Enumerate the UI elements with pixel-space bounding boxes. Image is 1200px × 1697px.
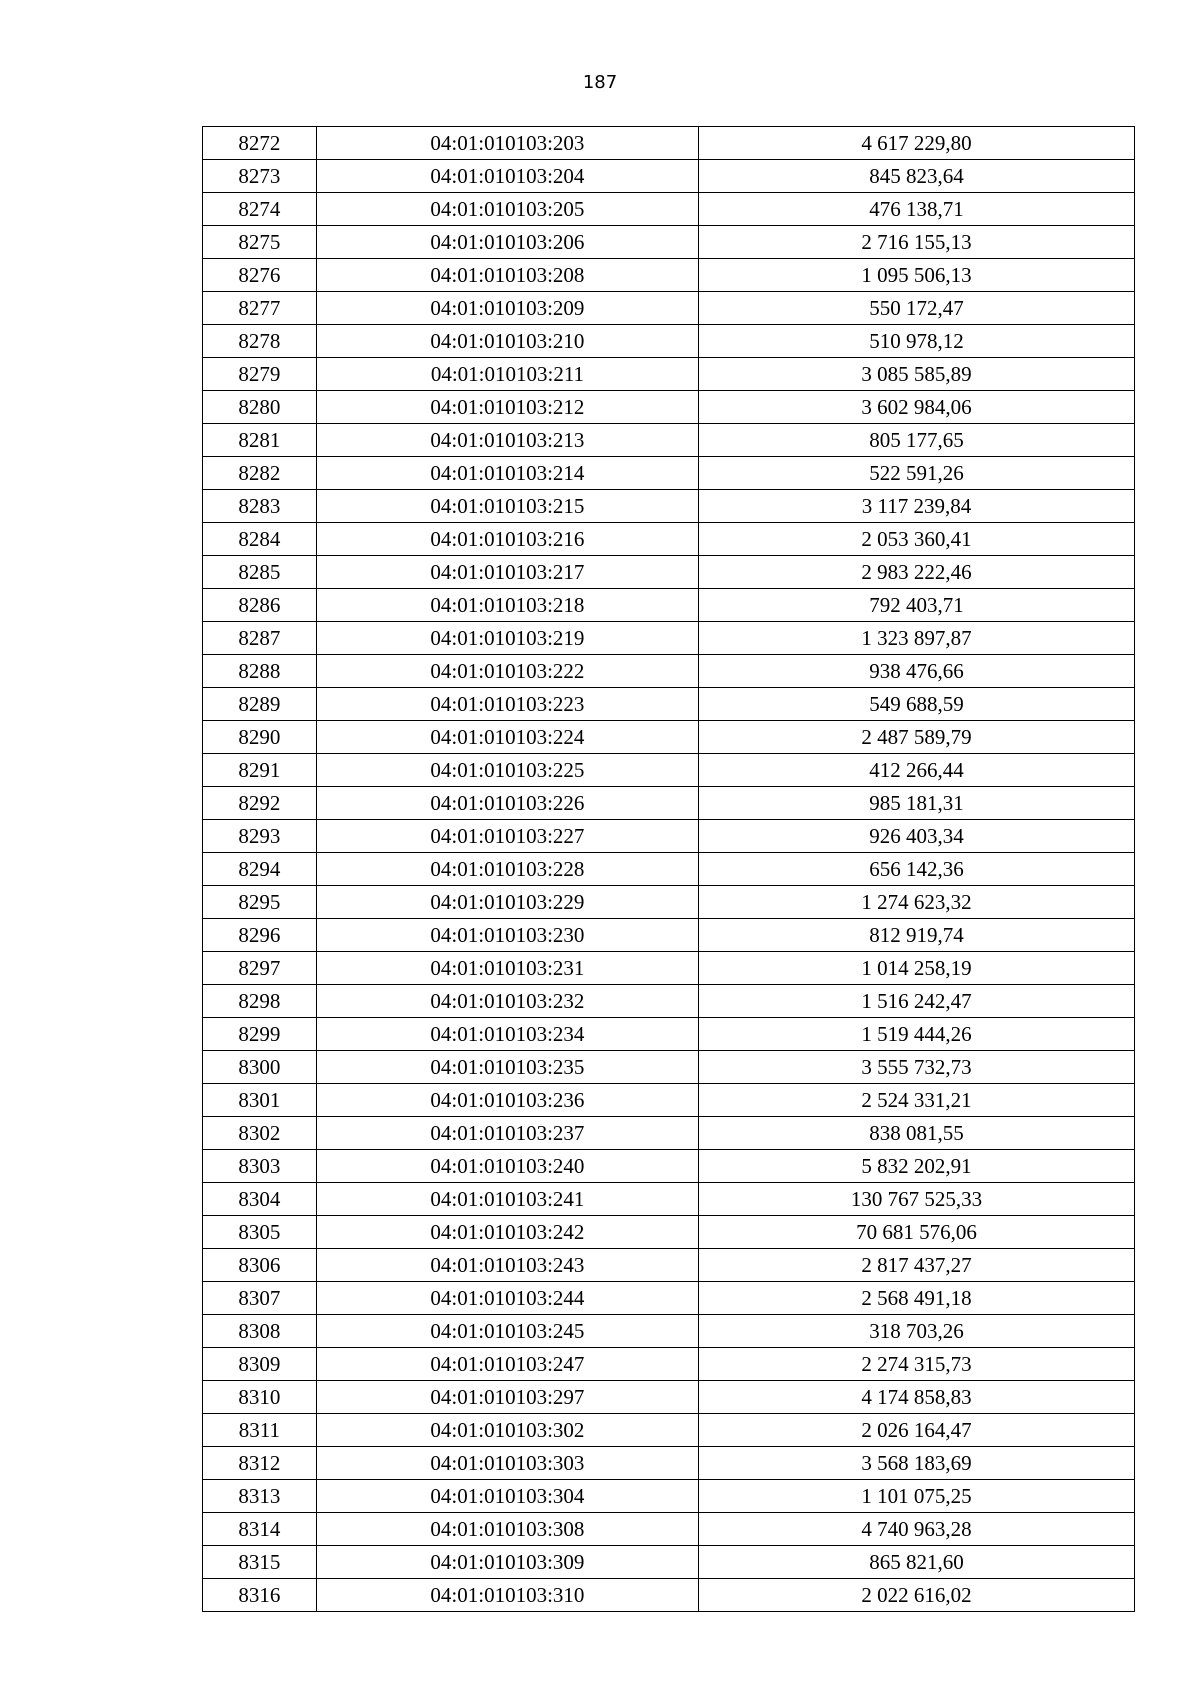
cadastral-value-cell: 412 266,44 <box>699 754 1135 787</box>
cadastral-value-cell: 3 555 732,73 <box>699 1051 1135 1084</box>
cadastral-number-cell: 04:01:010103:216 <box>316 523 698 556</box>
cadastral-value-cell: 1 014 258,19 <box>699 952 1135 985</box>
row-number-cell: 8297 <box>203 952 317 985</box>
row-number-cell: 8302 <box>203 1117 317 1150</box>
cadastral-number-cell: 04:01:010103:234 <box>316 1018 698 1051</box>
cadastral-value-cell: 865 821,60 <box>699 1546 1135 1579</box>
row-number-cell: 8286 <box>203 589 317 622</box>
table-row <box>203 490 1135 523</box>
cadastral-number-cell: 04:01:010103:214 <box>316 457 698 490</box>
table-row <box>203 886 1135 919</box>
cadastral-number-cell: 04:01:010103:217 <box>316 556 698 589</box>
row-number-cell: 8275 <box>203 226 317 259</box>
row-number-cell: 8309 <box>203 1348 317 1381</box>
table-row <box>203 1051 1135 1084</box>
row-number-cell: 8295 <box>203 886 317 919</box>
cadastral-value-cell: 812 919,74 <box>699 919 1135 952</box>
table-row <box>203 1117 1135 1150</box>
cadastral-number-cell: 04:01:010103:213 <box>316 424 698 457</box>
cadastral-value-cell: 549 688,59 <box>699 688 1135 721</box>
cadastral-value-cell: 838 081,55 <box>699 1117 1135 1150</box>
table-row <box>203 226 1135 259</box>
table-row <box>203 1513 1135 1546</box>
cadastral-number-cell: 04:01:010103:225 <box>316 754 698 787</box>
cadastral-number-cell: 04:01:010103:244 <box>316 1282 698 1315</box>
cadastral-number-cell: 04:01:010103:308 <box>316 1513 698 1546</box>
table-row <box>203 1084 1135 1117</box>
row-number-cell: 8277 <box>203 292 317 325</box>
table-row <box>203 556 1135 589</box>
cadastral-value-cell: 3 117 239,84 <box>699 490 1135 523</box>
cadastral-value-cell: 2 053 360,41 <box>699 523 1135 556</box>
cadastral-value-cell: 2 983 222,46 <box>699 556 1135 589</box>
cadastral-number-cell: 04:01:010103:235 <box>316 1051 698 1084</box>
row-number-cell: 8305 <box>203 1216 317 1249</box>
table-row <box>203 1546 1135 1579</box>
cadastral-number-cell: 04:01:010103:224 <box>316 721 698 754</box>
cadastral-value-cell: 985 181,31 <box>699 787 1135 820</box>
table-row <box>203 127 1135 160</box>
table-row <box>203 1282 1135 1315</box>
row-number-cell: 8289 <box>203 688 317 721</box>
table-row <box>203 985 1135 1018</box>
row-number-cell: 8284 <box>203 523 317 556</box>
cadastral-value-cell: 522 591,26 <box>699 457 1135 490</box>
cadastral-number-cell: 04:01:010103:204 <box>316 160 698 193</box>
table-row <box>203 820 1135 853</box>
row-number-cell: 8292 <box>203 787 317 820</box>
cadastral-value-cell: 130 767 525,33 <box>699 1183 1135 1216</box>
cadastral-value-cell: 1 516 242,47 <box>699 985 1135 1018</box>
row-number-cell: 8314 <box>203 1513 317 1546</box>
cadastral-value-cell: 1 095 506,13 <box>699 259 1135 292</box>
cadastral-number-cell: 04:01:010103:243 <box>316 1249 698 1282</box>
row-number-cell: 8283 <box>203 490 317 523</box>
table-row <box>203 1018 1135 1051</box>
cadastral-number-cell: 04:01:010103:222 <box>316 655 698 688</box>
table-row <box>203 754 1135 787</box>
table-row <box>203 391 1135 424</box>
cadastral-value-cell: 1 323 897,87 <box>699 622 1135 655</box>
cadastral-number-cell: 04:01:010103:208 <box>316 259 698 292</box>
cadastral-number-cell: 04:01:010103:219 <box>316 622 698 655</box>
row-number-cell: 8301 <box>203 1084 317 1117</box>
cadastral-value-cell: 3 568 183,69 <box>699 1447 1135 1480</box>
table-row <box>203 721 1135 754</box>
table-row <box>203 919 1135 952</box>
cadastral-value-cell: 2 487 589,79 <box>699 721 1135 754</box>
cadastral-value-cell: 2 026 164,47 <box>699 1414 1135 1447</box>
table-row <box>203 853 1135 886</box>
row-number-cell: 8278 <box>203 325 317 358</box>
row-number-cell: 8294 <box>203 853 317 886</box>
cadastral-value-cell: 4 174 858,83 <box>699 1381 1135 1414</box>
cadastral-number-cell: 04:01:010103:242 <box>316 1216 698 1249</box>
table-row <box>203 1150 1135 1183</box>
cadastral-number-cell: 04:01:010103:245 <box>316 1315 698 1348</box>
cadastral-value-cell: 792 403,71 <box>699 589 1135 622</box>
cadastral-value-cell: 4 740 963,28 <box>699 1513 1135 1546</box>
row-number-cell: 8308 <box>203 1315 317 1348</box>
cadastral-value-cell: 2 817 437,27 <box>699 1249 1135 1282</box>
cadastral-number-cell: 04:01:010103:212 <box>316 391 698 424</box>
cadastral-number-cell: 04:01:010103:218 <box>316 589 698 622</box>
cadastral-value-cell: 318 703,26 <box>699 1315 1135 1348</box>
cadastral-value-cell: 1 101 075,25 <box>699 1480 1135 1513</box>
table-row <box>203 1447 1135 1480</box>
cadastral-number-cell: 04:01:010103:227 <box>316 820 698 853</box>
cadastral-value-cell: 2 022 616,02 <box>699 1579 1135 1612</box>
cadastral-number-cell: 04:01:010103:247 <box>316 1348 698 1381</box>
row-number-cell: 8310 <box>203 1381 317 1414</box>
table-row <box>203 1249 1135 1282</box>
cadastral-number-cell: 04:01:010103:303 <box>316 1447 698 1480</box>
table-row <box>203 1216 1135 1249</box>
row-number-cell: 8288 <box>203 655 317 688</box>
row-number-cell: 8316 <box>203 1579 317 1612</box>
row-number-cell: 8307 <box>203 1282 317 1315</box>
row-number-cell: 8298 <box>203 985 317 1018</box>
table-row <box>203 1414 1135 1447</box>
cadastral-number-cell: 04:01:010103:302 <box>316 1414 698 1447</box>
cadastral-value-cell: 2 524 331,21 <box>699 1084 1135 1117</box>
cadastral-number-cell: 04:01:010103:310 <box>316 1579 698 1612</box>
row-number-cell: 8313 <box>203 1480 317 1513</box>
row-number-cell: 8303 <box>203 1150 317 1183</box>
cadastral-number-cell: 04:01:010103:209 <box>316 292 698 325</box>
cadastral-number-cell: 04:01:010103:206 <box>316 226 698 259</box>
row-number-cell: 8304 <box>203 1183 317 1216</box>
table-row <box>203 160 1135 193</box>
cadastral-number-cell: 04:01:010103:215 <box>316 490 698 523</box>
cadastral-value-cell: 3 085 585,89 <box>699 358 1135 391</box>
cadastral-value-cell: 5 832 202,91 <box>699 1150 1135 1183</box>
row-number-cell: 8281 <box>203 424 317 457</box>
table-row <box>203 358 1135 391</box>
cadastral-value-cell: 4 617 229,80 <box>699 127 1135 160</box>
cadastral-number-cell: 04:01:010103:304 <box>316 1480 698 1513</box>
row-number-cell: 8315 <box>203 1546 317 1579</box>
cadastral-value-cell: 476 138,71 <box>699 193 1135 226</box>
cadastral-number-cell: 04:01:010103:236 <box>316 1084 698 1117</box>
row-number-cell: 8279 <box>203 358 317 391</box>
table-row <box>203 325 1135 358</box>
cadastral-number-cell: 04:01:010103:223 <box>316 688 698 721</box>
table-row <box>203 424 1135 457</box>
cadastral-number-cell: 04:01:010103:309 <box>316 1546 698 1579</box>
cadastral-number-cell: 04:01:010103:228 <box>316 853 698 886</box>
row-number-cell: 8274 <box>203 193 317 226</box>
table-row <box>203 952 1135 985</box>
cadastral-value-cell: 2 716 155,13 <box>699 226 1135 259</box>
table-row <box>203 1579 1135 1612</box>
cadastral-number-cell: 04:01:010103:240 <box>316 1150 698 1183</box>
cadastral-number-cell: 04:01:010103:230 <box>316 919 698 952</box>
table-row <box>203 655 1135 688</box>
row-number-cell: 8285 <box>203 556 317 589</box>
table-row <box>203 589 1135 622</box>
row-number-cell: 8293 <box>203 820 317 853</box>
row-number-cell: 8299 <box>203 1018 317 1051</box>
cadastral-value-cell: 1 519 444,26 <box>699 1018 1135 1051</box>
row-number-cell: 8312 <box>203 1447 317 1480</box>
cadastral-value-cell: 2 274 315,73 <box>699 1348 1135 1381</box>
cadastral-number-cell: 04:01:010103:229 <box>316 886 698 919</box>
row-number-cell: 8287 <box>203 622 317 655</box>
cadastral-value-cell: 550 172,47 <box>699 292 1135 325</box>
cadastral-number-cell: 04:01:010103:203 <box>316 127 698 160</box>
cadastral-number-cell: 04:01:010103:237 <box>316 1117 698 1150</box>
cadastral-number-cell: 04:01:010103:226 <box>316 787 698 820</box>
row-number-cell: 8291 <box>203 754 317 787</box>
cadastral-value-cell: 938 476,66 <box>699 655 1135 688</box>
cadastral-value-cell: 1 274 623,32 <box>699 886 1135 919</box>
table-body <box>203 127 1135 1612</box>
page-number: 187 <box>582 72 618 93</box>
cadastral-value-cell: 2 568 491,18 <box>699 1282 1135 1315</box>
cadastral-number-cell: 04:01:010103:210 <box>316 325 698 358</box>
row-number-cell: 8276 <box>203 259 317 292</box>
cadastral-number-cell: 04:01:010103:232 <box>316 985 698 1018</box>
row-number-cell: 8306 <box>203 1249 317 1282</box>
cadastral-number-cell: 04:01:010103:211 <box>316 358 698 391</box>
row-number-cell: 8282 <box>203 457 317 490</box>
cadastral-value-cell: 926 403,34 <box>699 820 1135 853</box>
table-row <box>203 193 1135 226</box>
cadastral-value-cell: 656 142,36 <box>699 853 1135 886</box>
table-row <box>203 688 1135 721</box>
cadastral-value-cell: 805 177,65 <box>699 424 1135 457</box>
table-row <box>203 1183 1135 1216</box>
row-number-cell: 8300 <box>203 1051 317 1084</box>
row-number-cell: 8273 <box>203 160 317 193</box>
cadastral-value-table <box>202 126 1135 1612</box>
table-row <box>203 292 1135 325</box>
cadastral-value-cell: 845 823,64 <box>699 160 1135 193</box>
row-number-cell: 8296 <box>203 919 317 952</box>
table-row <box>203 622 1135 655</box>
table-row <box>203 1315 1135 1348</box>
row-number-cell: 8280 <box>203 391 317 424</box>
cadastral-value-cell: 3 602 984,06 <box>699 391 1135 424</box>
table-row <box>203 1480 1135 1513</box>
cadastral-value-cell: 70 681 576,06 <box>699 1216 1135 1249</box>
cadastral-number-cell: 04:01:010103:241 <box>316 1183 698 1216</box>
cadastral-number-cell: 04:01:010103:231 <box>316 952 698 985</box>
table-row <box>203 787 1135 820</box>
row-number-cell: 8272 <box>203 127 317 160</box>
cadastral-number-cell: 04:01:010103:297 <box>316 1381 698 1414</box>
table-row <box>203 457 1135 490</box>
cadastral-value-cell: 510 978,12 <box>699 325 1135 358</box>
table-row <box>203 1348 1135 1381</box>
row-number-cell: 8311 <box>203 1414 317 1447</box>
table-row <box>203 523 1135 556</box>
cadastral-number-cell: 04:01:010103:205 <box>316 193 698 226</box>
table-row <box>203 1381 1135 1414</box>
row-number-cell: 8290 <box>203 721 317 754</box>
table-row <box>203 259 1135 292</box>
